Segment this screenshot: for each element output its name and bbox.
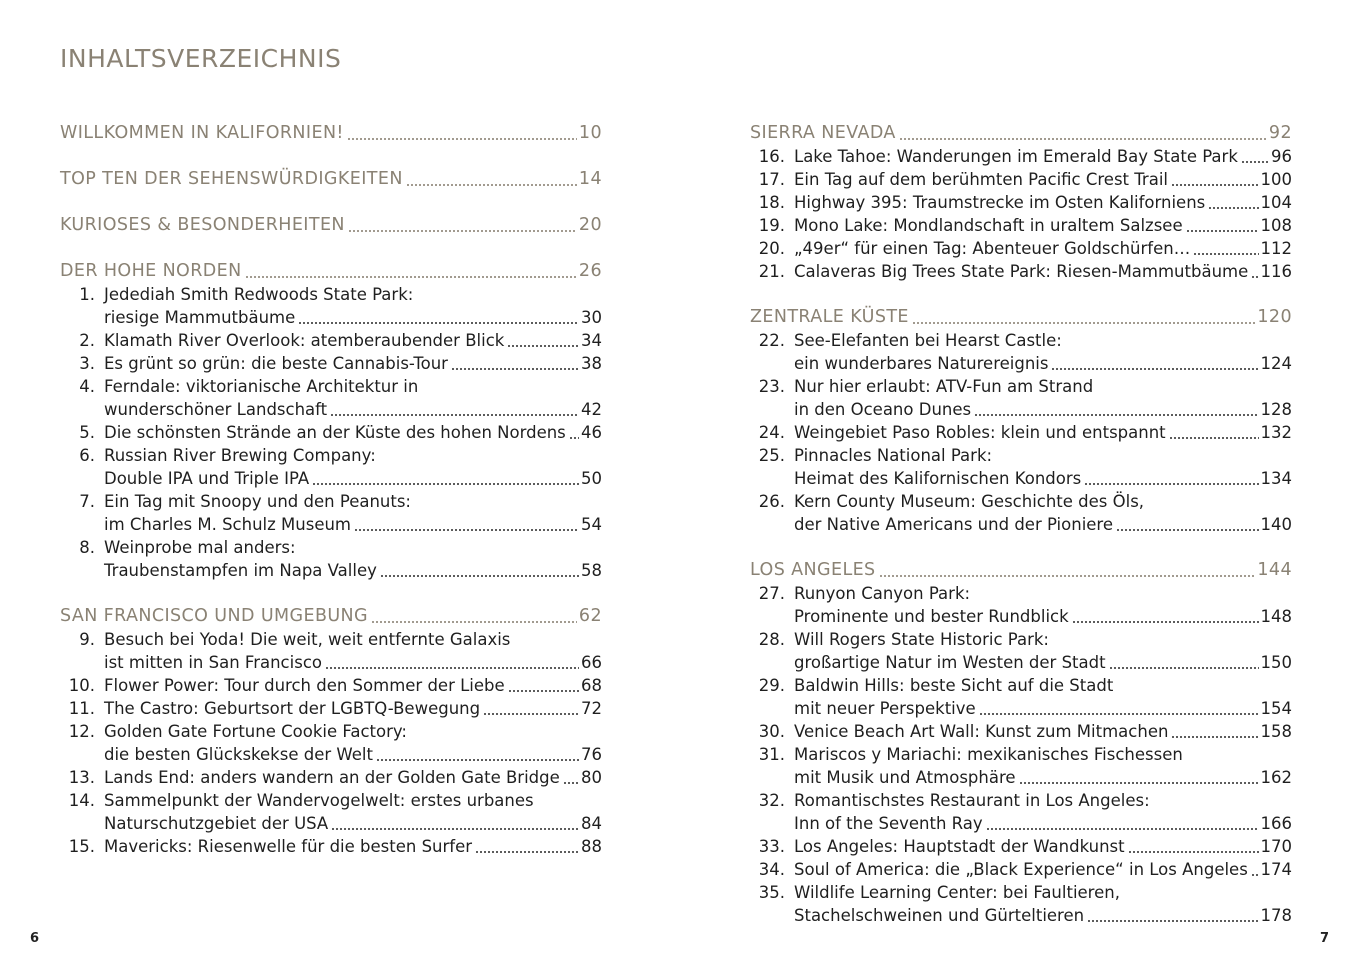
toc-entry bbox=[60, 421, 602, 444]
section-gap bbox=[60, 237, 602, 260]
entry-number: 19. bbox=[758, 216, 785, 235]
page-number-right: 7 bbox=[1320, 931, 1330, 946]
entry-number: 29. bbox=[758, 676, 785, 695]
page-ref: 134 bbox=[1260, 469, 1292, 488]
page-ref: 72 bbox=[581, 699, 602, 718]
toc-entry bbox=[750, 674, 1292, 697]
dot-leader bbox=[1171, 736, 1258, 738]
dot-leader bbox=[563, 782, 579, 784]
entry-number: 22. bbox=[758, 331, 785, 350]
page-ref: 104 bbox=[1260, 193, 1292, 212]
page-ref: 58 bbox=[581, 561, 602, 580]
dot-leader bbox=[406, 184, 577, 186]
dot-leader bbox=[1251, 276, 1258, 278]
page-ref: 42 bbox=[581, 400, 602, 419]
entry-title: Besuch bei Yoda! Die weit, weit entfernte Galaxis bbox=[104, 630, 511, 649]
toc-entry bbox=[750, 720, 1292, 743]
section-gap bbox=[750, 283, 1292, 306]
entry-title: Naturschutzgebiet der USA bbox=[104, 814, 329, 833]
toc-entry-continuation bbox=[60, 467, 602, 490]
entry-number: 35. bbox=[758, 883, 785, 902]
toc-section bbox=[750, 122, 1292, 145]
dot-leader bbox=[371, 621, 577, 623]
entry-title: mit Musik und Atmosphäre bbox=[794, 768, 1016, 787]
toc-column-right bbox=[750, 122, 1292, 927]
entry-number: 12. bbox=[68, 722, 95, 741]
entry-title: Mavericks: Riesenwelle für die besten Surfer bbox=[104, 837, 473, 856]
dot-leader bbox=[1084, 483, 1258, 485]
toc-column-left bbox=[60, 122, 602, 858]
toc-entry bbox=[750, 835, 1292, 858]
page-ref: 158 bbox=[1260, 722, 1292, 741]
page-ref: 50 bbox=[581, 469, 602, 488]
dot-leader bbox=[376, 759, 579, 761]
toc-entry-continuation bbox=[750, 352, 1292, 375]
dot-leader bbox=[1087, 920, 1258, 922]
entry-title: Flower Power: Tour durch den Sommer der Liebe bbox=[104, 676, 505, 695]
entry-number: 6. bbox=[79, 446, 95, 465]
toc-entry bbox=[750, 237, 1292, 260]
entry-number: 13. bbox=[68, 768, 95, 787]
entry-title: Wildlife Learning Center: bei Faultieren, bbox=[794, 883, 1120, 902]
toc-entry bbox=[60, 766, 602, 789]
toc-entry bbox=[60, 490, 602, 513]
entry-number: 21. bbox=[758, 262, 785, 281]
toc-entry bbox=[750, 743, 1292, 766]
entry-title: im Charles M. Schulz Museum bbox=[104, 515, 352, 534]
dot-leader bbox=[569, 437, 579, 439]
section-gap bbox=[60, 191, 602, 214]
entry-title: riesige Mammutbäume bbox=[104, 308, 296, 327]
entry-number: 7. bbox=[79, 492, 95, 511]
toc-entry-continuation bbox=[750, 513, 1292, 536]
toc-entry-continuation bbox=[60, 306, 602, 329]
entry-title: mit neuer Perspektive bbox=[794, 699, 976, 718]
dot-leader bbox=[354, 529, 579, 531]
dot-leader bbox=[1128, 851, 1259, 853]
toc-entry bbox=[60, 674, 602, 697]
entry-number: 16. bbox=[758, 147, 785, 166]
page-ref: 150 bbox=[1260, 653, 1292, 672]
dot-leader bbox=[1241, 161, 1269, 163]
section-title: ZENTRALE KÜSTE bbox=[750, 307, 909, 327]
toc-entry bbox=[60, 352, 602, 375]
page-ref: 174 bbox=[1260, 860, 1292, 879]
dot-leader bbox=[974, 414, 1258, 416]
dot-leader bbox=[507, 345, 579, 347]
entry-title: ein wunderbares Naturereignis bbox=[794, 354, 1049, 373]
page-ref: 120 bbox=[1257, 307, 1292, 327]
dot-leader bbox=[331, 828, 579, 830]
entry-number: 31. bbox=[758, 745, 785, 764]
page-ref: 162 bbox=[1260, 768, 1292, 787]
toc-entry bbox=[750, 375, 1292, 398]
entry-title: Traubenstampfen im Napa Valley bbox=[104, 561, 377, 580]
toc-entry bbox=[750, 881, 1292, 904]
toc-entry bbox=[750, 444, 1292, 467]
entry-title: Stachelschweinen und Gürteltieren bbox=[794, 906, 1085, 925]
dot-leader bbox=[245, 276, 577, 278]
page-ref: 68 bbox=[581, 676, 602, 695]
toc-section bbox=[60, 260, 602, 283]
page-ref: 10 bbox=[578, 123, 602, 143]
entry-title: Russian River Brewing Company: bbox=[104, 446, 376, 465]
entry-title: der Native Americans und der Pioniere bbox=[794, 515, 1114, 534]
dot-leader bbox=[298, 322, 579, 324]
page-ref: 128 bbox=[1260, 400, 1292, 419]
dot-leader bbox=[1019, 782, 1259, 784]
entry-title: Calaveras Big Trees State Park: Riesen-Mammutbäume bbox=[794, 262, 1249, 281]
entry-title: Will Rogers State Historic Park: bbox=[794, 630, 1049, 649]
dot-leader bbox=[1072, 621, 1259, 623]
entry-title: Double IPA und Triple IPA bbox=[104, 469, 310, 488]
page-ref: 170 bbox=[1260, 837, 1292, 856]
page-ref: 20 bbox=[578, 215, 602, 235]
section-title: KURIOSES & BESONDERHEITEN bbox=[60, 215, 345, 235]
page-ref: 46 bbox=[581, 423, 602, 442]
page-ref: 112 bbox=[1260, 239, 1292, 258]
entry-number: 3. bbox=[79, 354, 95, 373]
toc-entry-continuation bbox=[750, 398, 1292, 421]
section-title: SAN FRANCISCO UND UMGEBUNG bbox=[60, 606, 369, 626]
page-ref: 84 bbox=[581, 814, 602, 833]
dot-leader bbox=[986, 828, 1259, 830]
entry-title: in den Oceano Dunes bbox=[794, 400, 972, 419]
page-ref: 154 bbox=[1260, 699, 1292, 718]
page-ref: 178 bbox=[1260, 906, 1292, 925]
page-ref: 62 bbox=[578, 606, 602, 626]
toc-entry bbox=[60, 283, 602, 306]
toc-entry bbox=[60, 329, 602, 352]
page-ref: 30 bbox=[581, 308, 602, 327]
section-title: TOP TEN DER SEHENSWÜRDIGKEITEN bbox=[60, 169, 403, 189]
toc-entry-continuation bbox=[750, 904, 1292, 927]
entry-title: Ein Tag auf dem berühmten Pacific Crest Trail bbox=[794, 170, 1168, 189]
entry-title: Runyon Canyon Park: bbox=[794, 584, 971, 603]
page-ref: 14 bbox=[578, 169, 602, 189]
dot-leader bbox=[330, 414, 579, 416]
page-title: INHALTSVERZEICHNIS bbox=[60, 44, 342, 73]
entry-title: Jedediah Smith Redwoods State Park: bbox=[104, 285, 414, 304]
dot-leader bbox=[879, 575, 1256, 577]
page-ref: 166 bbox=[1260, 814, 1292, 833]
toc-entry-continuation bbox=[750, 651, 1292, 674]
entry-title: Pinnacles National Park: bbox=[794, 446, 993, 465]
entry-title: Mariscos y Mariachi: mexikanisches Fischessen bbox=[794, 745, 1183, 764]
entry-title: Es grünt so grün: die beste Cannabis-Tour bbox=[104, 354, 448, 373]
toc-entry bbox=[60, 375, 602, 398]
entry-title: Ferndale: viktorianische Architektur in bbox=[104, 377, 419, 396]
entry-title: Los Angeles: Hauptstadt der Wandkunst bbox=[794, 837, 1125, 856]
entry-number: 9. bbox=[79, 630, 95, 649]
toc-entry bbox=[750, 490, 1292, 513]
dot-leader bbox=[1116, 529, 1258, 531]
toc-entry bbox=[750, 421, 1292, 444]
entry-title: Highway 395: Traumstrecke im Osten Kaliforniens bbox=[794, 193, 1206, 212]
toc-entry-continuation bbox=[60, 559, 602, 582]
entry-number: 10. bbox=[68, 676, 95, 695]
section-title: LOS ANGELES bbox=[750, 560, 876, 580]
page-ref: 66 bbox=[581, 653, 602, 672]
entry-title: großartige Natur im Westen der Stadt bbox=[794, 653, 1106, 672]
entry-number: 2. bbox=[79, 331, 95, 350]
entry-title: Romantischstes Restaurant in Los Angeles: bbox=[794, 791, 1150, 810]
entry-title: Heimat des Kalifornischen Kondors bbox=[794, 469, 1082, 488]
entry-title: Die schönsten Strände an der Küste des hohen Nordens bbox=[104, 423, 566, 442]
entry-title: Venice Beach Art Wall: Kunst zum Mitmachen bbox=[794, 722, 1169, 741]
toc-entry bbox=[60, 697, 602, 720]
entry-number: 25. bbox=[758, 446, 785, 465]
entry-title: The Castro: Geburtsort der LGBTQ-Bewegung bbox=[104, 699, 481, 718]
entry-title: Weinprobe mal anders: bbox=[104, 538, 296, 557]
entry-number: 27. bbox=[758, 584, 785, 603]
dot-leader bbox=[1171, 184, 1259, 186]
dot-leader bbox=[475, 851, 579, 853]
entry-title: Weingebiet Paso Robles: klein und entspannt bbox=[794, 423, 1166, 442]
page-ref: 100 bbox=[1260, 170, 1292, 189]
dot-leader bbox=[312, 483, 579, 485]
toc-section bbox=[60, 122, 602, 145]
entry-number: 34. bbox=[758, 860, 785, 879]
entry-number: 30. bbox=[758, 722, 785, 741]
entry-title: Klamath River Overlook: atemberaubender Blick bbox=[104, 331, 505, 350]
toc-entry bbox=[750, 168, 1292, 191]
page-ref: 26 bbox=[578, 261, 602, 281]
section-title: SIERRA NEVADA bbox=[750, 123, 896, 143]
entry-title: Sammelpunkt der Wandervogelwelt: erstes urbanes bbox=[104, 791, 534, 810]
page-ref: 144 bbox=[1257, 560, 1292, 580]
toc-entry bbox=[750, 789, 1292, 812]
entry-title: Ein Tag mit Snoopy und den Peanuts: bbox=[104, 492, 411, 511]
entry-number: 11. bbox=[68, 699, 95, 718]
entry-title: Golden Gate Fortune Cookie Factory: bbox=[104, 722, 407, 741]
toc-entry bbox=[60, 628, 602, 651]
page-ref: 108 bbox=[1260, 216, 1292, 235]
dot-leader bbox=[1193, 253, 1258, 255]
page-ref: 38 bbox=[581, 354, 602, 373]
entry-title: wunderschöner Landschaft bbox=[104, 400, 328, 419]
entry-number: 33. bbox=[758, 837, 785, 856]
page-ref: 76 bbox=[581, 745, 602, 764]
entry-number: 23. bbox=[758, 377, 785, 396]
section-gap bbox=[60, 145, 602, 168]
toc-section bbox=[60, 214, 602, 237]
dot-leader bbox=[979, 713, 1259, 715]
toc-entry bbox=[750, 260, 1292, 283]
page-ref: 92 bbox=[1268, 123, 1292, 143]
dot-leader bbox=[325, 667, 579, 669]
dot-leader bbox=[348, 230, 577, 232]
toc-section bbox=[60, 605, 602, 628]
toc-section bbox=[750, 559, 1292, 582]
page-ref: 116 bbox=[1260, 262, 1292, 281]
entry-number: 1. bbox=[79, 285, 95, 304]
entry-title: Nur hier erlaubt: ATV-Fun am Strand bbox=[794, 377, 1094, 396]
page-ref: 140 bbox=[1260, 515, 1292, 534]
toc-entry bbox=[750, 145, 1292, 168]
toc-entry-continuation bbox=[750, 766, 1292, 789]
toc-section bbox=[60, 168, 602, 191]
page-ref: 132 bbox=[1260, 423, 1292, 442]
section-gap bbox=[750, 536, 1292, 559]
toc-entry bbox=[60, 789, 602, 812]
page-ref: 88 bbox=[581, 837, 602, 856]
dot-leader bbox=[1051, 368, 1258, 370]
toc-entry bbox=[750, 628, 1292, 651]
toc-entry bbox=[60, 720, 602, 743]
toc-entry bbox=[750, 214, 1292, 237]
entry-number: 5. bbox=[79, 423, 95, 442]
section-gap bbox=[60, 582, 602, 605]
entry-number: 8. bbox=[79, 538, 95, 557]
entry-number: 20. bbox=[758, 239, 785, 258]
entry-title: Mono Lake: Mondlandschaft in uraltem Salzsee bbox=[794, 216, 1183, 235]
dot-leader bbox=[380, 575, 579, 577]
entry-title: Soul of America: die „Black Experience“ in Los Angeles bbox=[794, 860, 1248, 879]
page-ref: 148 bbox=[1260, 607, 1292, 626]
dot-leader bbox=[1186, 230, 1259, 232]
toc-entry-continuation bbox=[750, 605, 1292, 628]
dot-leader bbox=[912, 322, 1256, 324]
dot-leader bbox=[483, 713, 579, 715]
entry-title: Prominente und bester Rundblick bbox=[794, 607, 1069, 626]
page-ref: 124 bbox=[1260, 354, 1292, 373]
toc-entry-continuation bbox=[60, 398, 602, 421]
toc-entry-continuation bbox=[60, 513, 602, 536]
entry-number: 26. bbox=[758, 492, 785, 511]
entry-number: 15. bbox=[68, 837, 95, 856]
toc-entry-continuation bbox=[750, 812, 1292, 835]
dot-leader bbox=[1109, 667, 1259, 669]
entry-title: Baldwin Hills: beste Sicht auf die Stadt bbox=[794, 676, 1114, 695]
section-title: WILLKOMMEN IN KALIFORNIEN! bbox=[60, 123, 344, 143]
dot-leader bbox=[1251, 874, 1259, 876]
toc-entry bbox=[750, 329, 1292, 352]
page-ref: 54 bbox=[581, 515, 602, 534]
dot-leader bbox=[899, 138, 1267, 140]
toc-entry bbox=[750, 191, 1292, 214]
page-ref: 96 bbox=[1271, 147, 1292, 166]
entry-title: Lands End: anders wandern an der Golden Gate Bridge bbox=[104, 768, 560, 787]
toc-section bbox=[750, 306, 1292, 329]
dot-leader bbox=[1169, 437, 1259, 439]
entry-number: 28. bbox=[758, 630, 785, 649]
entry-title: die besten Glückskekse der Welt bbox=[104, 745, 373, 764]
page-ref: 80 bbox=[581, 768, 602, 787]
entry-number: 24. bbox=[758, 423, 785, 442]
toc-entry bbox=[60, 444, 602, 467]
dot-leader bbox=[1208, 207, 1258, 209]
dot-leader bbox=[347, 138, 577, 140]
entry-title: Inn of the Seventh Ray bbox=[794, 814, 983, 833]
section-title: DER HOHE NORDEN bbox=[60, 261, 242, 281]
toc-entry-continuation bbox=[750, 467, 1292, 490]
dot-leader bbox=[508, 690, 579, 692]
entry-title: „49er“ für einen Tag: Abenteuer Goldschürfen… bbox=[794, 239, 1191, 258]
entry-number: 18. bbox=[758, 193, 785, 212]
entry-title: ist mitten in San Francisco bbox=[104, 653, 322, 672]
toc-entry-continuation bbox=[60, 651, 602, 674]
toc-entry-continuation bbox=[60, 812, 602, 835]
entry-number: 14. bbox=[68, 791, 95, 810]
toc-entry bbox=[60, 536, 602, 559]
entry-number: 4. bbox=[79, 377, 95, 396]
toc-entry-continuation bbox=[750, 697, 1292, 720]
entry-title: See-Elefanten bei Hearst Castle: bbox=[794, 331, 1062, 350]
dot-leader bbox=[451, 368, 579, 370]
toc-entry bbox=[750, 582, 1292, 605]
toc-entry bbox=[750, 858, 1292, 881]
entry-title: Kern County Museum: Geschichte des Öls, bbox=[794, 492, 1145, 511]
entry-number: 32. bbox=[758, 791, 785, 810]
entry-number: 17. bbox=[758, 170, 785, 189]
page-ref: 34 bbox=[581, 331, 602, 350]
toc-entry-continuation bbox=[60, 743, 602, 766]
page-number-left: 6 bbox=[30, 931, 40, 946]
entry-title: Lake Tahoe: Wanderungen im Emerald Bay State Park bbox=[794, 147, 1238, 166]
toc-entry bbox=[60, 835, 602, 858]
